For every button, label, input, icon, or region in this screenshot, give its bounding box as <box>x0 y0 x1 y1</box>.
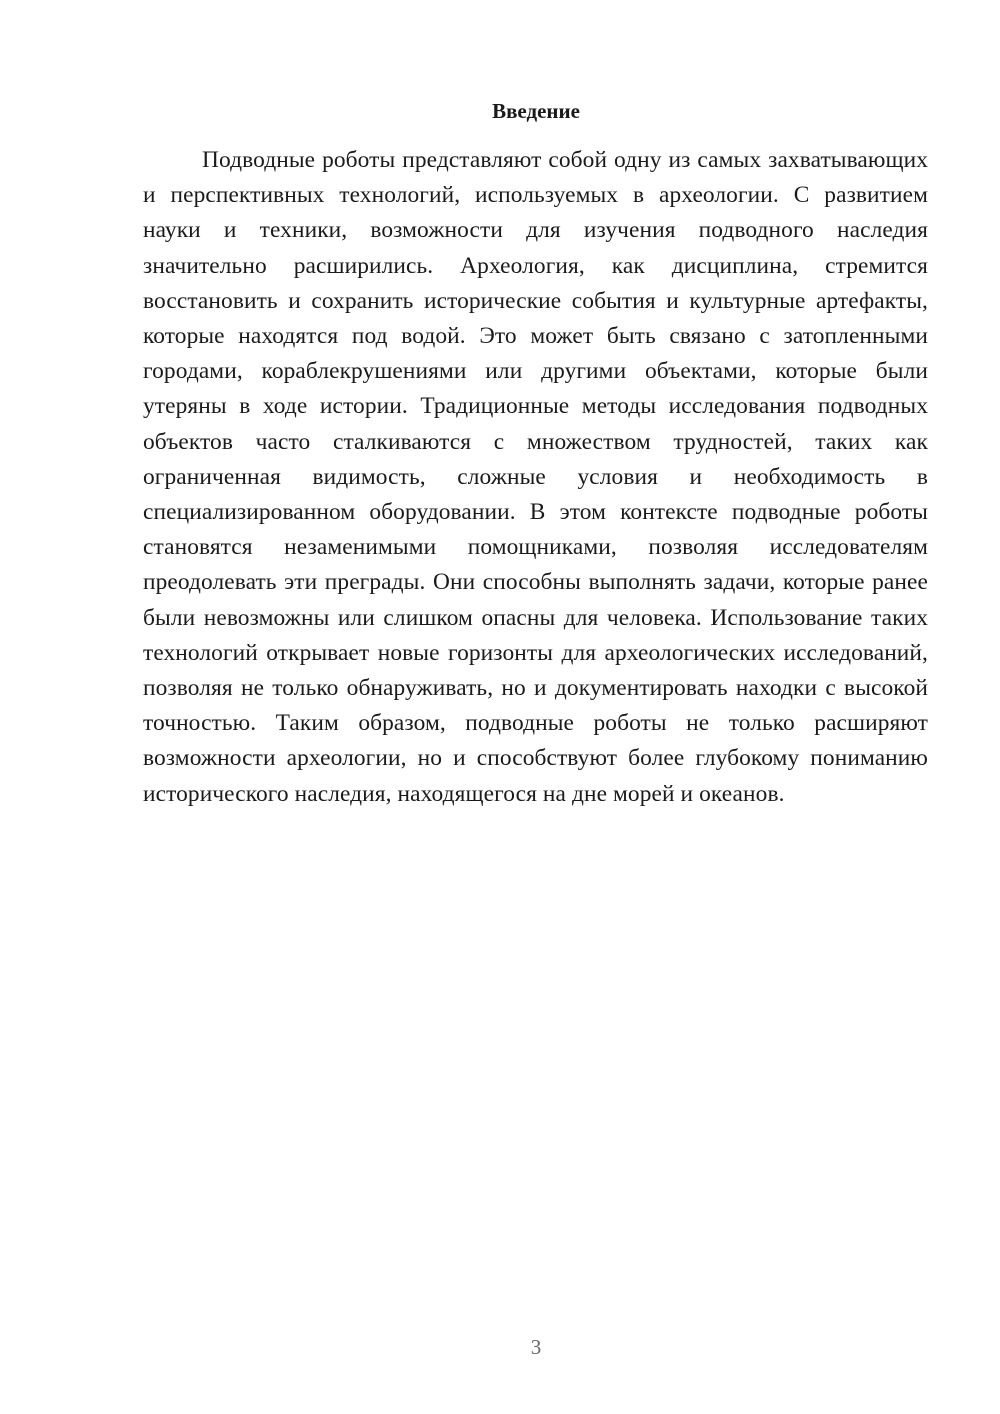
page-number: 3 <box>530 1335 542 1359</box>
body-paragraph: Подводные роботы представляют собой одну из самых захватывающих и перспективных технологий, используемых в археологии. С развитием науки и техники, возможности для изучения подводного наследия значительно расширились. Археология, как дисциплина, стремится восстановить и сохранить исторические события и культурные артефакты, которые находятся под водой. Это может быть связано с затопленными городами, кораблекрушениями или другими объектами, которые были утеряны в ходе истории. Традиционные методы исследования подводных объектов часто сталкиваются с множеством трудностей, таких как ограниченная видимость, сложные условия и необходимость в специализированном оборудовании. В этом контексте подводные роботы становятся незаменимыми помощниками, позволяя исследователям преодолевать эти преграды. Они способны выполнять задачи, которые ранее были невозможны или слишком опасны для человека. Использование таких технологий открывает новые горизонты для археологических исследований, позволяя не только обнаруживать, но и документировать находки с высокой точностью. Таким образом, подводные роботы не только расширяют возможности археологии, но и способствуют более глубокому пониманию исторического наследия, находящегося на дне морей и океанов. <box>143 147 928 807</box>
section-heading: Введение <box>492 99 580 123</box>
